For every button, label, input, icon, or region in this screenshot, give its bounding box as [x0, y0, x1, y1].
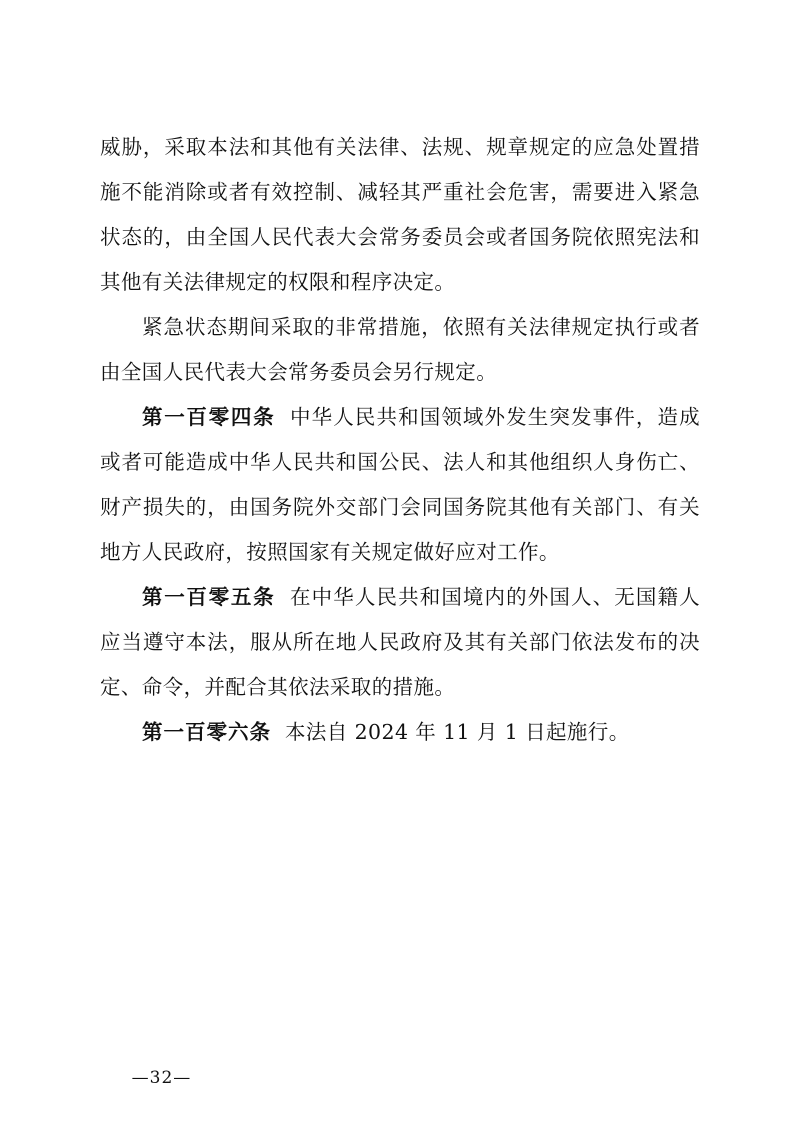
article-number: 第一百零四条	[142, 405, 276, 429]
paragraph	[100, 125, 700, 305]
paragraph-text: 在中华人民共和国境内的外国人、无国籍人应当遵守本法，服从所在地人民政府及其有关部门依法发布的决定、命令，并配合其依法采取的措施。	[100, 585, 700, 699]
article-number: 第一百零六条	[142, 720, 271, 744]
paragraph-text: 威胁，采取本法和其他有关法律、法规、规章规定的应急处置措施不能消除或者有效控制、减轻其严重社会危害，需要进入紧急状态的，由全国人民代表大会常务委员会或者国务院依照宪法和其他有关法律规定的权限和程序决定。	[100, 135, 700, 294]
article-paragraph	[100, 710, 700, 755]
paragraph-text: 紧急状态期间采取的非常措施，依照有关法律规定执行或者由全国人民代表大会常务委员会另行规定。	[100, 315, 700, 384]
article-paragraph	[100, 395, 700, 575]
article-number: 第一百零五条	[142, 585, 276, 609]
paragraph	[100, 305, 700, 395]
paragraph-text: 中华人民共和国领域外发生突发事件，造成或者可能造成中华人民共和国公民、法人和其他组织人身伤亡、财产损失的，由国务院外交部门会同国务院其他有关部门、有关地方人民政府，按照国家有关规定做好应对工作。	[100, 405, 700, 564]
document-body	[100, 125, 700, 755]
article-paragraph	[100, 575, 700, 710]
page-number: —32—	[131, 1068, 192, 1088]
paragraph-text: 本法自 2024 年 11 月 1 日起施行。	[285, 720, 630, 744]
